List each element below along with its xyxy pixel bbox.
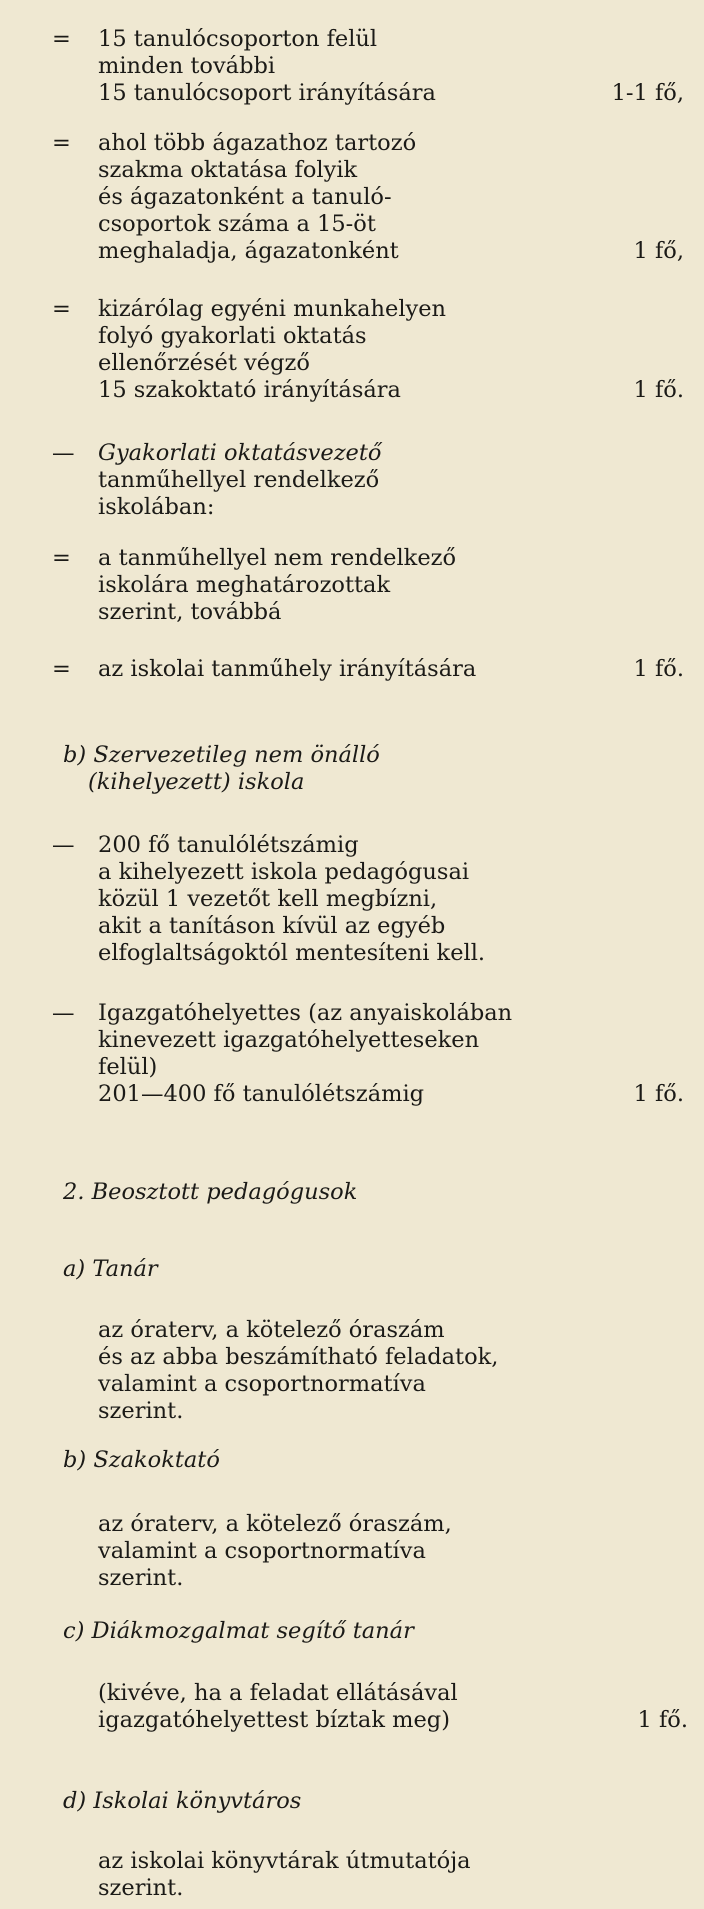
paragraph (98, 1680, 458, 1734)
line-text: meghaladja, ágazatonként (98, 238, 399, 264)
list-item (52, 26, 692, 107)
line-text: ellenőrzését végző (98, 350, 310, 376)
line-text: tanműhellyel rendelkező (98, 467, 380, 493)
list-item (52, 440, 692, 521)
line-text: szerint. (98, 1565, 184, 1591)
line-text: az óraterv, a kötelező óraszám, (98, 1511, 452, 1537)
line-text: és az abba beszámítható feladatok, (98, 1344, 499, 1370)
section-heading: b) Szervezetileg nem önálló (63, 742, 380, 768)
line-text: kinevezett igazgatóhelyetteseken (98, 1027, 480, 1053)
list-item (52, 1000, 692, 1108)
line-text: és ágazatonként a tanuló- (98, 184, 392, 210)
list-item (52, 832, 692, 967)
line-text: a kihelyezett iskola pedagógusai (98, 859, 470, 885)
line-text: szerint. (98, 1875, 184, 1901)
line-text: az iskolai könyvtárak útmutatója (98, 1848, 471, 1874)
line-text: 15 tanulócsoporton felül (98, 26, 378, 52)
line-text: ahol több ágazathoz tartozó (98, 130, 417, 156)
line-text: 15 tanulócsoport irányítására (98, 80, 436, 106)
line-text: Igazgatóhelyettes (az anyaiskolában (98, 1000, 513, 1026)
amount-text: 1 fő. (633, 1081, 684, 1107)
amount-text: 1 fő. (637, 1707, 688, 1733)
bullet-marker: = (52, 130, 71, 156)
list-item (52, 130, 692, 265)
line-text: valamint a csoportnormatíva (98, 1371, 426, 1397)
amount-text: 1 fő. (633, 377, 684, 403)
line-text: akit a tanításon kívül az egyéb (98, 913, 446, 939)
amount-text: 1-1 fő, (611, 80, 684, 106)
bullet-marker: = (52, 656, 71, 682)
line-text: szakma oktatása folyik (98, 157, 358, 183)
list-item (52, 545, 692, 626)
list-item (52, 656, 692, 683)
line-text: kizárólag egyéni munkahelyen (98, 296, 447, 322)
dash-marker: — (52, 1000, 75, 1026)
line-text: folyó gyakorlati oktatás (98, 323, 367, 349)
bullet-marker: = (52, 545, 71, 571)
subsection-heading: d) Iskolai könyvtáros (63, 1788, 302, 1814)
paragraph (98, 1317, 498, 1425)
line-text: iskolában: (98, 494, 215, 520)
paragraph (98, 1511, 452, 1592)
amount-text: 1 fő. (633, 656, 684, 682)
bullet-marker: = (52, 26, 71, 52)
role-title: Gyakorlati oktatásvezető (98, 440, 382, 466)
line-text: elfoglaltságoktól mentesíteni kell. (98, 940, 486, 966)
line-text: felül) (98, 1054, 158, 1080)
line-text: csoportok száma a 15-öt (98, 211, 376, 237)
subsection-heading: a) Tanár (63, 1256, 158, 1282)
list-item (52, 296, 692, 404)
section-heading-text: 2. Beosztott pedagógusok (63, 1179, 358, 1205)
line-text: 201—400 fő tanulólétszámig (98, 1081, 425, 1107)
line-text: szerint. (98, 1398, 184, 1424)
line-text: az óraterv, a kötelező óraszám (98, 1317, 445, 1343)
line-text: iskolára meghatározottak (98, 572, 391, 598)
line-text: valamint a csoportnormatíva (98, 1538, 426, 1564)
line-text: szerint, továbbá (98, 599, 282, 625)
subsection-heading: b) Szakoktató (63, 1447, 220, 1473)
line-text: 200 fő tanulólétszámig (98, 832, 359, 858)
amount-text: 1 fő, (633, 238, 684, 264)
dash-marker: — (52, 440, 75, 466)
line-text: az iskolai tanműhely irányítására (98, 656, 477, 682)
line-text: a tanműhellyel nem rendelkező (98, 545, 457, 571)
dash-marker: — (52, 832, 75, 858)
line-text: (kivéve, ha a feladat ellátásával (98, 1680, 458, 1706)
line-text: minden további (98, 53, 276, 79)
line-text: közül 1 vezetőt kell megbízni, (98, 886, 438, 912)
section-heading (63, 1179, 357, 1206)
bullet-marker: = (52, 296, 71, 322)
paragraph (98, 1848, 471, 1902)
subsection-heading: c) Diákmozgalmat segítő tanár (63, 1618, 414, 1644)
section-heading: (kihelyezett) iskola (88, 769, 305, 795)
line-text: igazgatóhelyettest bíztak meg) (98, 1707, 450, 1733)
line-text: 15 szakoktató irányítására (98, 377, 401, 403)
